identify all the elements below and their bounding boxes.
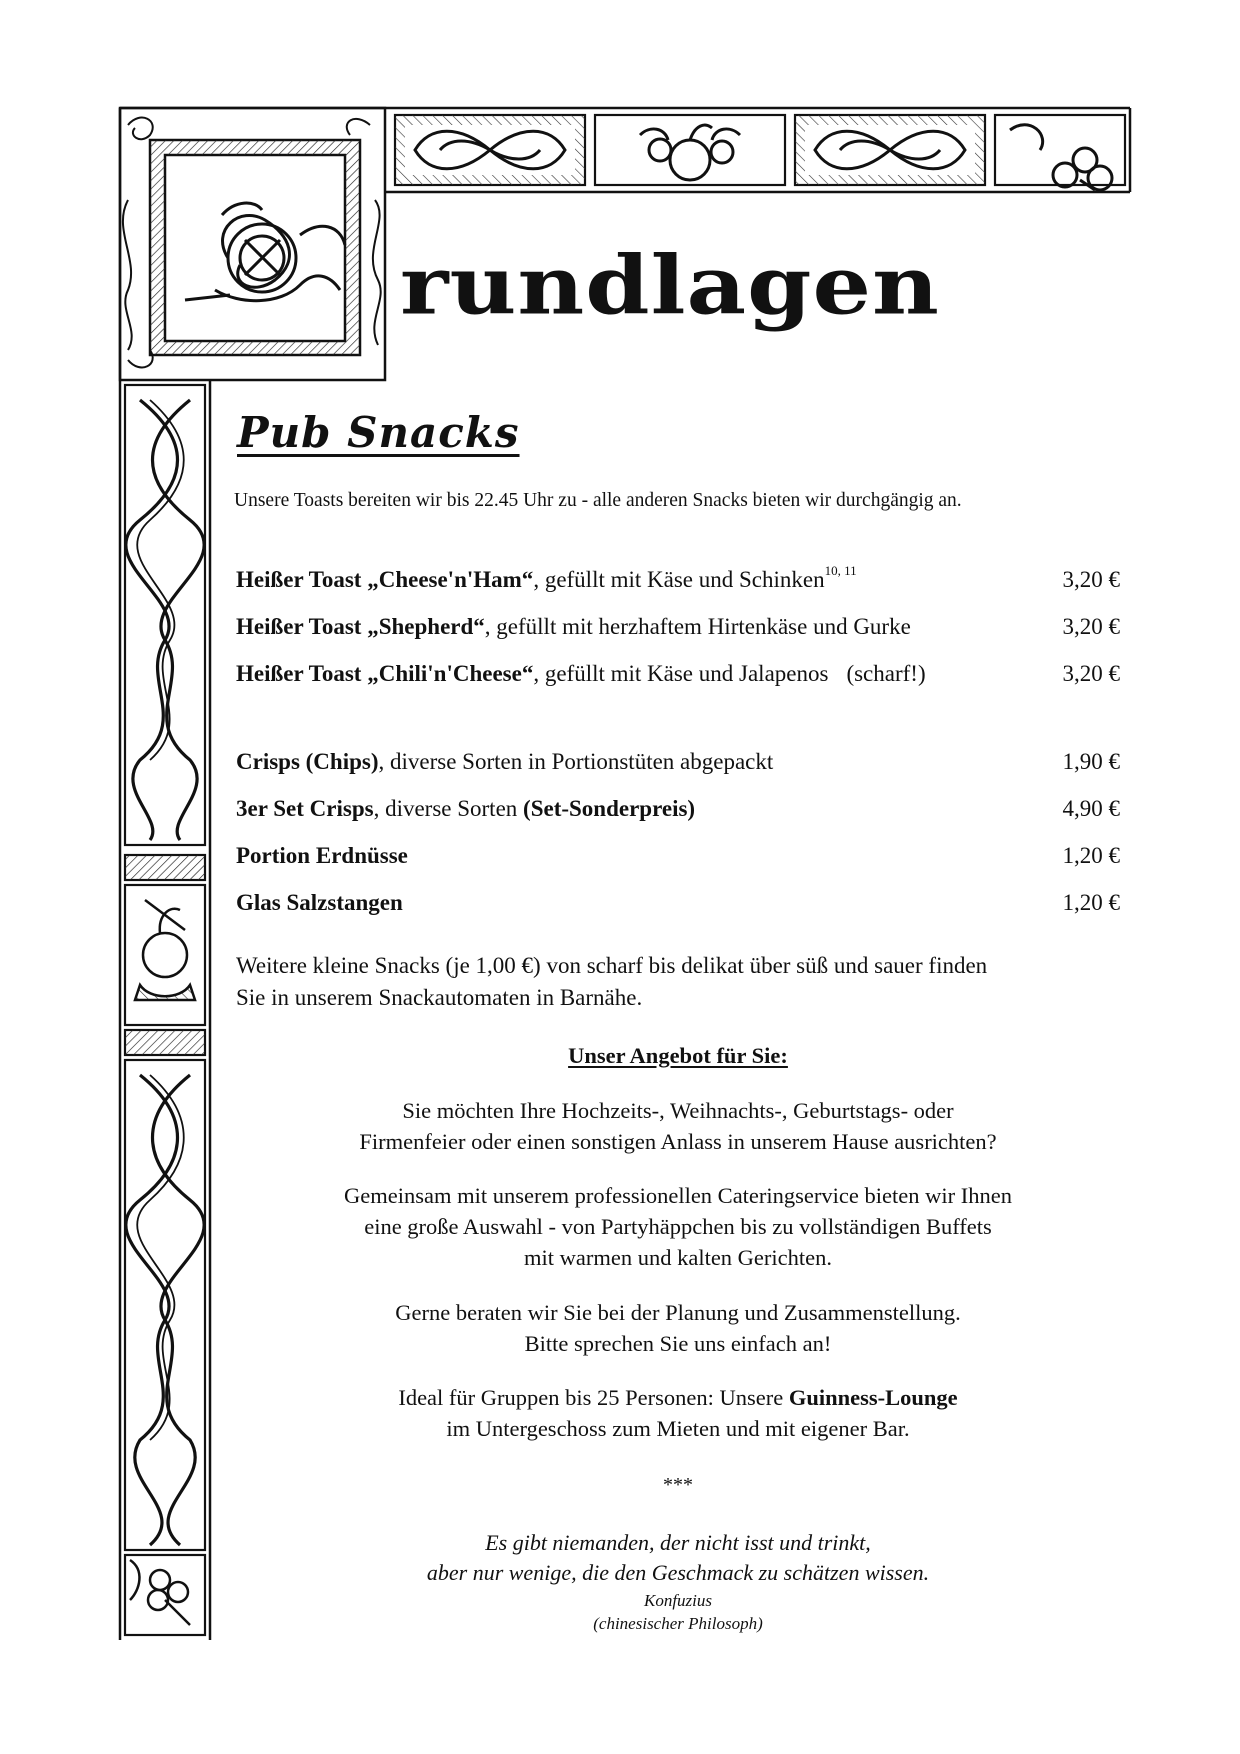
item-bold-suffix: (Set-Sonderpreis)	[523, 796, 696, 821]
menu-item	[236, 749, 1120, 779]
author-note: (chinesischer Philosoph)	[593, 1614, 763, 1633]
menu-item	[236, 843, 1120, 873]
item-desc: , diverse Sorten in Portionstüten abgepackt	[378, 749, 774, 774]
offer-line: Gemeinsam mit unserem professionellen Cateringservice bieten wir Ihnen	[344, 1183, 1012, 1208]
offer-line: Ideal für Gruppen bis 25 Personen: Unsere	[398, 1385, 789, 1410]
item-name: Portion Erdnüsse	[236, 843, 408, 868]
allergen-note: 10, 11	[824, 563, 857, 578]
item-note: (scharf!)	[846, 661, 926, 686]
item-desc: , diverse Sorten	[373, 796, 524, 821]
quote-line: aber nur wenige, die den Geschmack zu schätzen wissen.	[426, 1560, 930, 1585]
item-price: 3,20 €	[1062, 661, 1120, 686]
offer-line: Firmenfeier oder einen sonstigen Anlass in unserem Hause ausrichten?	[359, 1129, 997, 1154]
menu-item	[236, 614, 1120, 644]
offer-line: Sie möchten Ihre Hochzeits-, Weihnachts-, Geburtstags- oder	[402, 1098, 954, 1123]
item-name: Glas Salzstangen	[236, 890, 403, 915]
item-desc: , gefüllt mit Käse und Schinken	[533, 567, 825, 592]
guinness-lounge-label: Guinness-Lounge	[788, 1385, 958, 1410]
extra-line-1: Weitere kleine Snacks (je 1,00 €) von scharf bis delikat über süß und sauer finden	[236, 953, 988, 978]
item-price: 1,20 €	[1062, 890, 1120, 915]
item-name: Crisps (Chips)	[236, 749, 379, 774]
item-price: 3,20 €	[1062, 614, 1120, 639]
offer-paragraph-4	[236, 1382, 1120, 1444]
section-title: Pub Snacks	[237, 408, 520, 457]
offer-paragraph-1	[236, 1095, 1120, 1157]
extra-snacks-note	[236, 950, 1116, 1014]
quote-author	[236, 1589, 1120, 1635]
menu-item	[236, 563, 1120, 597]
intro-text: Unsere Toasts bereiten wir bis 22.45 Uhr zu - alle anderen Snacks bieten wir durchgängig an.	[234, 490, 962, 511]
item-price: 1,90 €	[1062, 749, 1120, 774]
item-name: Heißer Toast „Chili'n'Cheese“	[236, 661, 534, 686]
menu-item	[236, 890, 1120, 920]
offer-line: mit warmen und kalten Gerichten.	[523, 1245, 833, 1270]
offer-line: Gerne beraten wir Sie bei der Planung und Zusammenstellung.	[395, 1300, 961, 1325]
item-price: 1,20 €	[1062, 843, 1120, 868]
item-name: Heißer Toast „Cheese'n'Ham“	[236, 567, 534, 592]
offer-line: im Untergeschoss zum Mieten und mit eigener Bar.	[446, 1416, 910, 1441]
item-name: 3er Set Crisps	[236, 796, 374, 821]
offer-line: Bitte sprechen Sie uns einfach an!	[524, 1331, 832, 1356]
offer-paragraph-3	[236, 1297, 1120, 1359]
extra-line-2: Sie in unserem Snackautomaten in Barnähe.	[236, 985, 643, 1010]
item-price: 4,90 €	[1062, 796, 1120, 821]
offer-paragraph-2	[236, 1180, 1120, 1273]
item-name: Heißer Toast „Shepherd“	[236, 614, 485, 639]
menu-item	[236, 796, 1120, 826]
separator: ***	[663, 1474, 693, 1496]
illuminated-initial-g	[185, 203, 345, 301]
item-desc: , gefüllt mit Käse und Jalapenos	[533, 661, 829, 686]
author-name: Konfuzius	[643, 1591, 713, 1610]
item-desc: , gefüllt mit herzhaftem Hirtenkäse und Gurke	[484, 614, 911, 639]
menu-item	[236, 661, 1120, 691]
item-price: 3,20 €	[1062, 567, 1120, 592]
offer-line: eine große Auswahl - von Partyhäppchen bis zu vollständigen Buffets	[364, 1214, 992, 1239]
page-heading: rundlagen	[400, 238, 940, 334]
quote	[236, 1528, 1120, 1588]
quote-line: Es gibt niemanden, der nicht isst und trinkt,	[485, 1530, 871, 1555]
offer-title: Unser Angebot für Sie:	[568, 1043, 788, 1068]
